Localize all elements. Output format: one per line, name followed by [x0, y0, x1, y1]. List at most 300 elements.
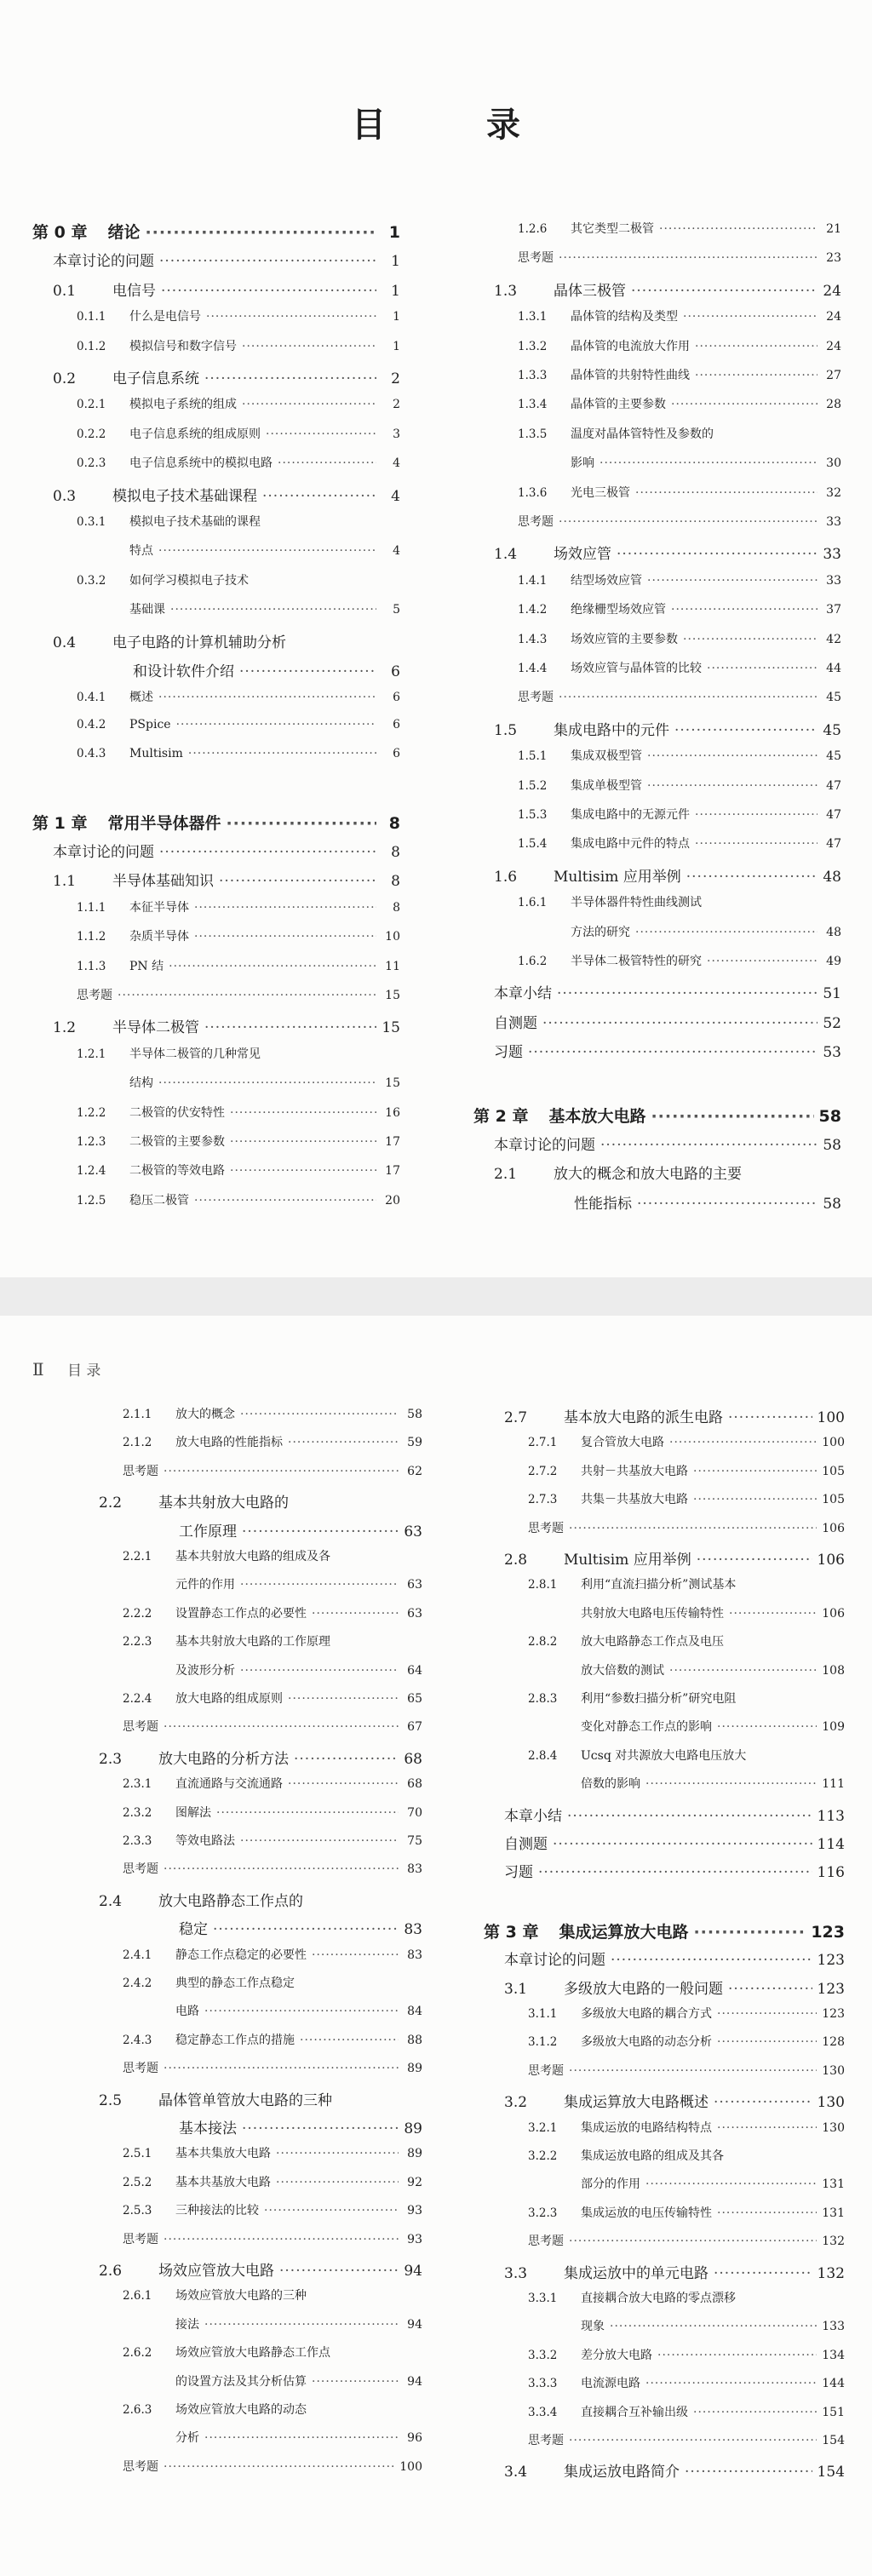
dot-leader: [242, 2120, 399, 2137]
entry-continuation: [581, 2317, 845, 2334]
entry-number: 2.6: [99, 2263, 123, 2280]
entry-number: 2.5.1: [123, 2147, 152, 2161]
page-ref: 15: [382, 1019, 400, 1037]
entry-continuation: [179, 1917, 422, 1938]
entry-number: 1.4.3: [518, 632, 548, 646]
entry-title: 集成运放的电路结构特点: [581, 2120, 712, 2135]
subsection-entry: [77, 337, 400, 354]
entry-continuation: [175, 2429, 422, 2446]
page-ref: 17: [385, 1164, 400, 1179]
entry-title: 集成运算放大电路概述: [564, 2094, 708, 2112]
dot-leader: [647, 779, 818, 793]
entry-title: 现象: [581, 2320, 605, 2334]
entry-title: 光电三极管: [571, 485, 630, 500]
entry-title: 集成双极型管: [571, 749, 642, 764]
entry-continuation: [129, 542, 400, 559]
section-entry: [53, 249, 400, 270]
entry-title: 集成电路中的无源元件: [571, 808, 690, 822]
dot-leader: [637, 1196, 818, 1213]
page-ref: 6: [393, 747, 400, 761]
page-ref: 3: [393, 427, 400, 441]
subsection-entry: [528, 2119, 845, 2136]
dot-leader: [230, 1164, 376, 1178]
entry-number: 1.3: [494, 282, 518, 300]
page-ref: 75: [407, 1834, 422, 1848]
subsection-entry: [528, 1462, 845, 1479]
entry-number: 0.3: [53, 487, 77, 505]
page-ref: 84: [407, 2005, 422, 2019]
subsection-entry: [518, 600, 841, 617]
page-ref: 8: [388, 813, 400, 833]
entry-title: 场效应管放大电路: [158, 2263, 274, 2280]
entry-number: 0.1.1: [77, 310, 106, 324]
chapter-entry: [32, 811, 400, 834]
subsection-entry: [123, 2201, 422, 2218]
exercise-entry: [123, 2458, 422, 2475]
entry-title: 温度对晶体管特性及参数的: [571, 427, 714, 441]
dot-leader: [528, 1044, 818, 1061]
dot-leader: [159, 253, 376, 270]
running-head-title: 目 录: [67, 1363, 101, 1380]
subsection-entry: [77, 1104, 400, 1121]
entry-continuation: [571, 454, 841, 471]
page-ref: 88: [407, 2033, 422, 2047]
dot-leader: [707, 662, 818, 675]
subsection-entry: [518, 484, 841, 501]
section-entry: [494, 864, 841, 886]
dot-leader: [264, 2204, 399, 2217]
page-number: Ⅱ: [32, 1359, 44, 1380]
entry-title: 和设计软件介绍: [133, 663, 234, 680]
exercise-entry: [528, 2431, 845, 2448]
dot-leader: [567, 1808, 812, 1825]
page-ref: 151: [822, 2405, 845, 2419]
subsection-entry: [528, 2289, 845, 2306]
entry-continuation: [574, 1191, 841, 1213]
dot-leader: [714, 2265, 812, 2282]
dot-leader: [204, 2005, 399, 2018]
page-ref: 53: [823, 1044, 841, 1062]
entry-number: 1.1.2: [77, 930, 106, 944]
entry-title: 直接耦合互补输出级: [581, 2405, 688, 2419]
dot-leader: [717, 1720, 817, 1734]
dot-leader: [651, 1107, 813, 1126]
entry-number: 1.4: [494, 546, 518, 564]
page-ref: 63: [407, 1578, 422, 1592]
page-ref: 131: [822, 2206, 845, 2220]
entry-number: 2.2.4: [123, 1692, 152, 1706]
dot-leader: [176, 718, 376, 731]
entry-title: 场效应管与晶体管的比较: [571, 662, 702, 675]
section-entry: [53, 1015, 400, 1036]
subsection-entry: [77, 571, 400, 588]
page-ref: 100: [399, 2459, 422, 2474]
page-ref: 128: [822, 2035, 845, 2050]
dot-leader: [230, 1135, 376, 1149]
page-ref: 5: [393, 603, 400, 617]
dot-leader: [262, 488, 376, 505]
dot-leader: [635, 926, 818, 939]
subsection-entry: [518, 307, 841, 324]
entry-title: 场效应管放大电路的动态: [175, 2403, 307, 2417]
section-entry: [494, 1133, 841, 1154]
page-ref: 48: [826, 925, 841, 939]
section-entry: [99, 2258, 422, 2280]
page-ref: 33: [823, 546, 841, 564]
page-ref: 83: [407, 1862, 422, 1877]
dot-leader: [161, 283, 376, 300]
entry-number: 2.6.1: [123, 2289, 152, 2303]
dot-leader: [659, 222, 818, 236]
entry-title: 部分的作用: [581, 2177, 640, 2192]
subsection-entry: [518, 747, 841, 764]
page-ref: 24: [826, 310, 841, 324]
entry-number: 1.1: [53, 873, 77, 891]
entry-title: 性能指标: [574, 1195, 632, 1213]
entry-number: 2.4.2: [123, 1976, 152, 1990]
page-ref: 10: [385, 930, 400, 944]
dot-leader: [669, 1436, 817, 1449]
page-ref: 134: [822, 2348, 845, 2362]
subsection-entry: [528, 1747, 845, 1764]
page-ref: 106: [822, 1606, 845, 1621]
subsection-entry: [528, 1690, 845, 1707]
section-entry: [53, 840, 400, 861]
section-entry: [504, 1547, 845, 1569]
entry-title: 场效应管的主要参数: [571, 632, 678, 646]
dot-leader: [717, 2121, 817, 2135]
entry-number: 1.2.5: [77, 1193, 106, 1208]
page-ref: 92: [407, 2175, 422, 2189]
page-ref: 89: [407, 2147, 422, 2161]
page-ref: 94: [404, 2263, 422, 2280]
entry-title: 思考题: [123, 2232, 158, 2246]
entry-continuation: [179, 1519, 422, 1540]
page-ref: 4: [393, 544, 400, 559]
entry-title: 及波形分析: [175, 1663, 235, 1678]
entry-number: 3.2.2: [528, 2149, 558, 2163]
dot-leader: [693, 2406, 817, 2419]
entry-title: 集成运放中的单元电路: [564, 2264, 708, 2282]
subsection-entry: [518, 395, 841, 412]
entry-title: 模拟电子系统的组成: [129, 398, 237, 412]
entry-title: 本章讨论的问题: [504, 1952, 605, 1970]
subsection-entry: [518, 337, 841, 354]
page-ref: 33: [826, 515, 841, 529]
page-ref: 70: [407, 1805, 422, 1820]
entry-title: 元件的作用: [175, 1578, 235, 1592]
subsection-entry: [528, 2346, 845, 2363]
dot-leader: [145, 223, 376, 242]
subsection-entry: [77, 957, 400, 974]
entry-number: 1.5.1: [518, 749, 548, 764]
entry-title: 模拟电子技术基础的课程: [129, 515, 261, 529]
section-entry: [99, 1747, 422, 1768]
entry-number: 0.2: [53, 370, 77, 387]
subsection-entry: [528, 2033, 845, 2050]
dot-leader: [158, 1076, 376, 1090]
entry-number: 1.6.2: [518, 955, 548, 968]
subsection-entry: [528, 2374, 845, 2391]
dot-leader: [671, 398, 818, 411]
entry-number: 3.2: [504, 2094, 528, 2112]
page-ref: 15: [385, 989, 400, 1002]
entry-number: 0.4.2: [77, 717, 106, 731]
page-ref: 1: [391, 282, 400, 300]
exercise-entry: [123, 1718, 422, 1735]
entry-number: 0.1.2: [77, 339, 106, 353]
subsection-entry: [123, 1690, 422, 1707]
subsection-entry: [77, 513, 400, 530]
dot-leader: [242, 398, 376, 411]
toc-page-1: [0, 0, 872, 1277]
subsection-entry: [528, 1575, 845, 1592]
dot-leader: [693, 1923, 806, 1942]
dot-leader: [194, 901, 376, 915]
subsection-entry: [528, 2005, 845, 2022]
entry-continuation: [581, 1661, 845, 1678]
entry-number: 2.6.2: [123, 2346, 152, 2361]
entry-number: 1.2.1: [77, 1047, 106, 1061]
dot-leader: [206, 310, 376, 324]
dot-leader: [276, 2147, 399, 2160]
entry-title: 的设置方法及其分析估算: [175, 2374, 307, 2389]
page-ref: 93: [407, 2204, 422, 2218]
dot-leader: [728, 1981, 812, 1998]
page-ref: 96: [407, 2431, 422, 2446]
entry-title: 多级放大电路的动态分析: [581, 2035, 712, 2050]
entry-title: 放大倍数的测试: [581, 1663, 664, 1678]
dot-leader: [216, 1806, 399, 1820]
page-ref: 111: [822, 1777, 845, 1792]
entry-title: PSpice: [129, 717, 171, 731]
page-ref: 116: [817, 1864, 845, 1882]
page-ref: 59: [407, 1436, 422, 1450]
page-ref: 20: [385, 1193, 400, 1208]
dot-leader: [697, 1552, 812, 1569]
subsection-entry: [77, 1162, 400, 1179]
section-entry: [504, 1948, 845, 1969]
entry-number: 2.1.2: [123, 1436, 152, 1450]
entry-number: 1.5.3: [518, 808, 548, 822]
dot-leader: [164, 1862, 399, 1876]
entry-number: 2.7.2: [528, 1464, 558, 1478]
page-ref: 11: [385, 959, 400, 973]
page-ref: 63: [407, 1606, 422, 1621]
entry-number: 2.2: [99, 1495, 123, 1512]
entry-title: Multisim 应用举例: [554, 868, 681, 886]
page-ref: 67: [407, 1720, 422, 1735]
dot-leader: [685, 2464, 812, 2481]
exercise-entry: [528, 2232, 845, 2249]
entry-number: 3.4: [504, 2464, 528, 2481]
page-ref: 123: [817, 1952, 845, 1970]
entry-title: 基本接法: [179, 2120, 237, 2137]
section-entry: [504, 1405, 845, 1426]
dot-leader: [204, 1019, 376, 1036]
page-ref: 58: [823, 1137, 841, 1154]
entry-number: 2.1.1: [123, 1408, 152, 1421]
dot-leader: [559, 515, 818, 529]
chapter-entry: [32, 220, 400, 243]
entry-number: 1.4.1: [518, 573, 548, 588]
subsection-entry: [77, 1191, 400, 1208]
page-ref: 6: [391, 663, 400, 680]
subsection-entry: [123, 2031, 422, 2048]
page-ref: 44: [826, 662, 841, 675]
dot-leader: [695, 340, 818, 353]
dot-leader: [617, 546, 818, 563]
entry-title: 共射放大电路电压传输特性: [581, 1606, 724, 1621]
page-ref: 1: [393, 310, 400, 324]
entry-number: 2.2.3: [123, 1635, 152, 1649]
page-ref: 106: [817, 1552, 845, 1569]
dot-leader: [600, 456, 818, 470]
page-ref: 123: [817, 1980, 845, 1998]
dot-leader: [219, 873, 376, 890]
entry-title: 思考题: [123, 1464, 158, 1478]
page-ref: 65: [407, 1692, 422, 1706]
section-entry: [494, 981, 841, 1002]
section-entry: [494, 718, 841, 739]
dot-leader: [312, 1948, 399, 1962]
dot-leader: [159, 844, 376, 861]
entry-continuation: [129, 1074, 400, 1091]
entry-number: 2.4.3: [123, 2033, 152, 2047]
entry-number: 第 3 章: [484, 1922, 539, 1942]
entry-number: 3.1.2: [528, 2035, 558, 2050]
dot-leader: [674, 722, 818, 739]
subsection-entry: [518, 659, 841, 676]
dot-leader: [553, 1836, 812, 1853]
dot-leader: [657, 2349, 817, 2362]
entry-number: 2.1: [494, 1166, 518, 1184]
entry-title: 其它类型二极管: [571, 222, 654, 236]
entry-title: 常用半导体器件: [107, 813, 221, 833]
entry-title: 差分放大电路: [581, 2348, 652, 2362]
section-entry: [504, 1860, 845, 1881]
dot-leader: [164, 1465, 399, 1478]
entry-number: 0.1: [53, 282, 77, 300]
dot-leader: [242, 340, 376, 353]
page-ref: 123: [811, 1922, 845, 1942]
subsection-entry: [518, 806, 841, 823]
entry-title: 基本共射放大电路的组成及各: [175, 1550, 330, 1563]
page-ref: 37: [826, 603, 841, 617]
entry-number: 2.8.2: [528, 1635, 558, 1649]
dot-leader: [276, 2176, 399, 2189]
entry-title: 典型的静态工作点稳定: [175, 1976, 295, 1990]
entry-title: 设置静态工作点的必要性: [175, 1606, 307, 1621]
page-ref: 47: [826, 808, 841, 822]
dot-leader: [169, 960, 376, 973]
entry-continuation: [129, 600, 400, 617]
dot-leader: [170, 603, 376, 617]
entry-title: 习题: [504, 1864, 533, 1882]
entry-title: 等效电路法: [175, 1834, 235, 1848]
page-ref: 89: [404, 2120, 422, 2137]
page-ref: 89: [407, 2062, 422, 2076]
entry-continuation: [581, 1775, 845, 1792]
entry-title: 场效应管: [554, 546, 611, 564]
entry-title: 半导体二极管的几种常见: [129, 1047, 261, 1061]
page-ref: 94: [407, 2317, 422, 2332]
dot-leader: [600, 1137, 818, 1154]
entry-title: 晶体管单管放大电路的三种: [158, 2091, 332, 2109]
entry-title: 电子信息系统的组成原则: [129, 427, 261, 441]
exercise-entry: [518, 249, 841, 266]
section-entry: [504, 2261, 845, 2282]
subsection-entry: [123, 1604, 422, 1621]
subsection-entry: [77, 718, 400, 731]
entry-number: 第 1 章: [32, 813, 88, 833]
section-entry: [53, 630, 400, 651]
entry-title: 直接耦合放大电路的零点漂移: [581, 2292, 736, 2305]
entry-continuation: [581, 1604, 845, 1621]
dot-leader: [559, 251, 818, 265]
dot-leader: [213, 1921, 399, 1938]
subsection-entry: [518, 835, 841, 852]
subsection-entry: [528, 2147, 845, 2164]
entry-title: 利用“参数扫描分析”研究电阻: [581, 1692, 737, 1706]
page-ref: 45: [826, 749, 841, 764]
entry-title: 复合管放大电路: [581, 1436, 664, 1450]
entry-continuation: [175, 1575, 422, 1592]
dot-leader: [278, 456, 376, 470]
entry-title: 基本放大电路: [548, 1106, 646, 1126]
entry-title: 特点: [129, 544, 153, 559]
dot-leader: [729, 1607, 817, 1621]
page-ref: 105: [822, 1493, 845, 1507]
entry-number: 3.3.3: [528, 2377, 558, 2391]
page-ref: 133: [822, 2320, 845, 2334]
entry-continuation: [133, 659, 400, 680]
subsection-entry: [77, 1045, 400, 1062]
entry-number: 1.2: [53, 1019, 77, 1037]
entry-title: 思考题: [528, 2434, 564, 2447]
entry-title: 绝缘栅型场效应管: [571, 603, 666, 617]
entry-title: Multisim 应用举例: [564, 1552, 691, 1569]
dot-leader: [538, 1864, 812, 1881]
entry-title: 共射－共基放大电路: [581, 1464, 688, 1478]
exercise-entry: [123, 2059, 422, 2076]
entry-title: 思考题: [123, 2062, 158, 2076]
entry-title: 模拟电子技术基础课程: [112, 487, 257, 505]
subsection-entry: [77, 395, 400, 412]
entry-title: 模拟信号和数字信号: [129, 339, 237, 353]
entry-title: 放大电路的组成原则: [175, 1692, 283, 1706]
dot-leader: [728, 1409, 812, 1426]
toc-page-2: [0, 1316, 872, 2576]
page-ref: 62: [407, 1464, 422, 1478]
entry-title: 放大电路的分析方法: [158, 1750, 289, 1768]
section-entry: [53, 366, 400, 387]
page-ref: 45: [823, 721, 841, 739]
page-ref: 4: [391, 487, 400, 505]
entry-title: 集成单极型管: [571, 778, 642, 793]
page-ref: 6: [393, 717, 400, 731]
entry-title: 本章讨论的问题: [494, 1137, 595, 1154]
section-entry: [53, 484, 400, 505]
entry-title: 思考题: [518, 251, 554, 266]
dot-leader: [242, 1523, 399, 1540]
entry-title: 思考题: [518, 515, 554, 529]
entry-number: 1.1.1: [77, 900, 106, 915]
entry-title: 习题: [494, 1044, 523, 1062]
dot-leader: [158, 544, 376, 558]
entry-title: 自测题: [494, 1014, 537, 1032]
section-entry: [494, 1162, 841, 1183]
